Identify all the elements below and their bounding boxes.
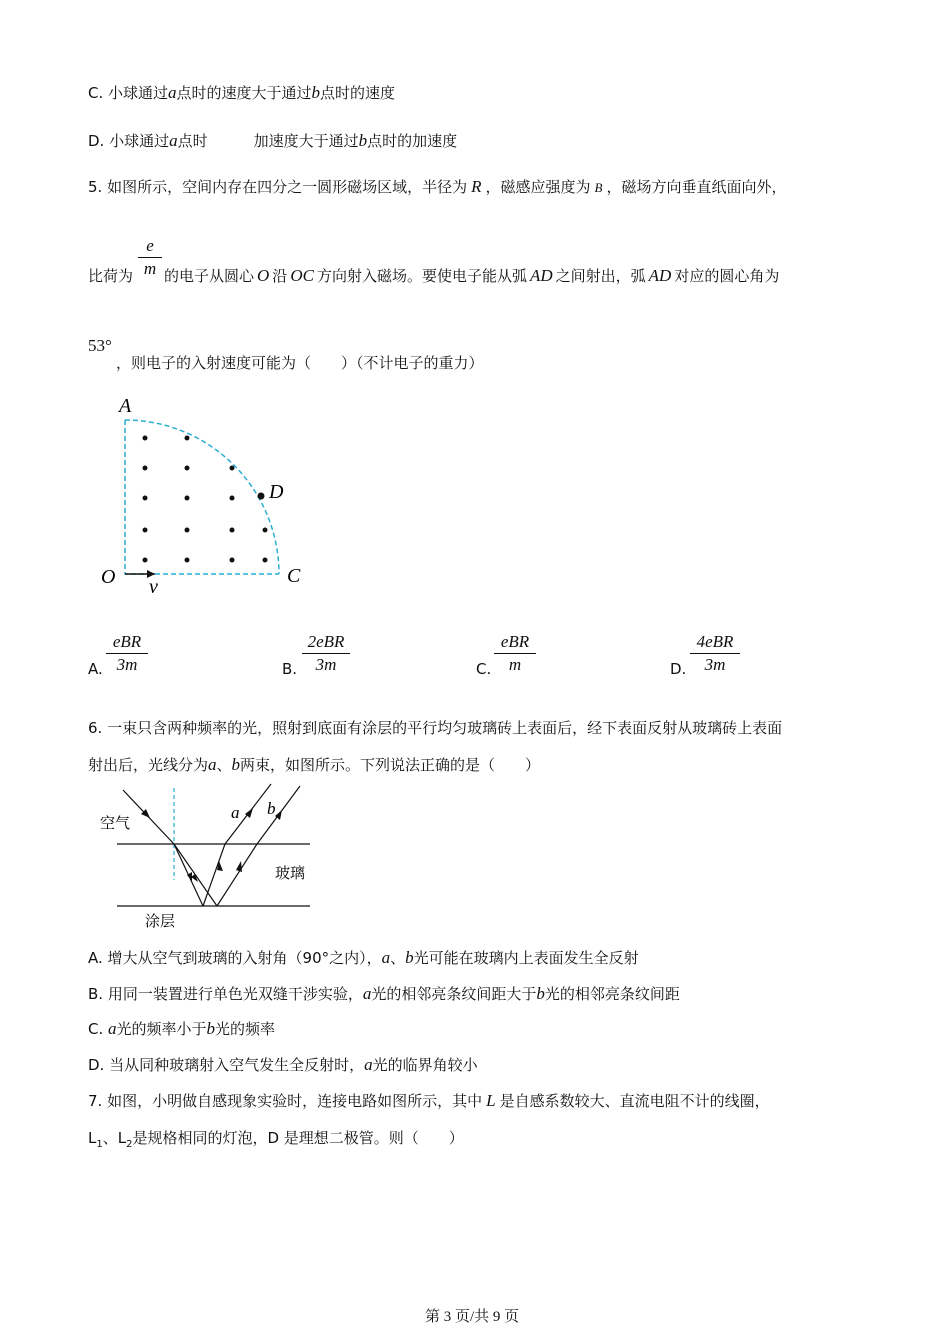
label-air: 空气 [100, 814, 131, 832]
q6-option-c: C. a光的频率小于b光的频率 [88, 1019, 276, 1038]
label-v: v [149, 576, 158, 598]
q5-option-c-fraction: eBR m [494, 632, 536, 675]
q5-magnetic-field-figure [95, 390, 315, 600]
q5-option-c-letter: C. [476, 660, 492, 678]
label-d: D [269, 481, 284, 503]
field-boundary-radii [125, 420, 279, 574]
label-a: A [119, 395, 132, 417]
label-glass: 玻璃 [275, 864, 306, 882]
q5-charge-mass-fraction: e m [138, 236, 162, 279]
page-footer: 第 3 页/共 9 页 [425, 1309, 520, 1325]
ray-arrowheads [141, 808, 282, 882]
q6-stem-line1: 6. 一束只含两种频率的光，照射到底面有涂层的平行均匀玻璃砖上表面后，经下表面反射从玻璃砖上表面 [88, 719, 783, 737]
label-o: O [101, 566, 116, 588]
q7-stem-line2: $L_1$、$L_2$是规格相同的灯泡，D 是理想二极管。则（ ） [88, 1129, 464, 1150]
q5-angle: 53° [88, 336, 112, 355]
label-coating: 涂层 [145, 912, 176, 930]
q5-option-b-letter: B. [282, 660, 298, 678]
q6-option-a: A. 增大从空气到玻璃的入射角（90°之内），a、b光可能在玻璃内上表面发生全反射 [88, 948, 639, 967]
q5-stem-line3: ，则电子的入射速度可能为（ ）（不计电子的重力） [116, 354, 484, 372]
q6-stem-line2: 射出后，光线分为a、b两束，如图所示。下列说法正确的是（ ） [88, 755, 541, 774]
q7-stem-line1: 7. 如图，小明做自感现象实验时，连接电路如图所示，其中 L 是自感系数较大、直流电阻不计的线圈， [88, 1091, 770, 1110]
point-d-marker [258, 493, 265, 500]
q5-option-b-fraction: 2eBR 3m [302, 632, 350, 675]
field-boundary-arc [125, 420, 279, 574]
q6-light-figure [95, 782, 320, 932]
q4-option-c: C. 小球通过a点时的速度大于通过b点时的速度 [88, 83, 396, 102]
q5-stem-line2-a: 比荷为 [88, 267, 134, 285]
q6-option-b: B. 用同一装置进行单色光双缝干涉实验，a光的相邻亮条纹间距大于b光的相邻亮条纹间距 [88, 984, 680, 1003]
q5-stem-line1: 5. 如图所示，空间内存在四分之一圆形磁场区域，半径为 R ，磁感应强度为 B ，磁场方向垂直纸面向外， [88, 177, 787, 196]
field-dots [143, 436, 268, 563]
q5-option-d-letter: D. [670, 660, 687, 678]
q6-option-d: D. 当从同种玻璃射入空气发生全反射时，a光的临界角较小 [88, 1055, 478, 1074]
q5-option-a-fraction: eBR 3m [106, 632, 148, 675]
label-c: C [287, 565, 301, 587]
q5-option-a-letter: A. [88, 660, 103, 678]
q5-stem-line2-b: 的电子从圆心 O 沿 OC 方向射入磁场。要使电子能从弧 AD 之间射出，弧 AD 对应的圆心角为 [164, 266, 780, 285]
label-ray-a: a [231, 803, 240, 822]
q4-option-d: D. 小球通过a点时 加速度大于通过b点时的加速度 [88, 131, 458, 150]
label-ray-b: b [267, 799, 276, 818]
q5-option-d-fraction: 4eBR 3m [690, 632, 740, 675]
